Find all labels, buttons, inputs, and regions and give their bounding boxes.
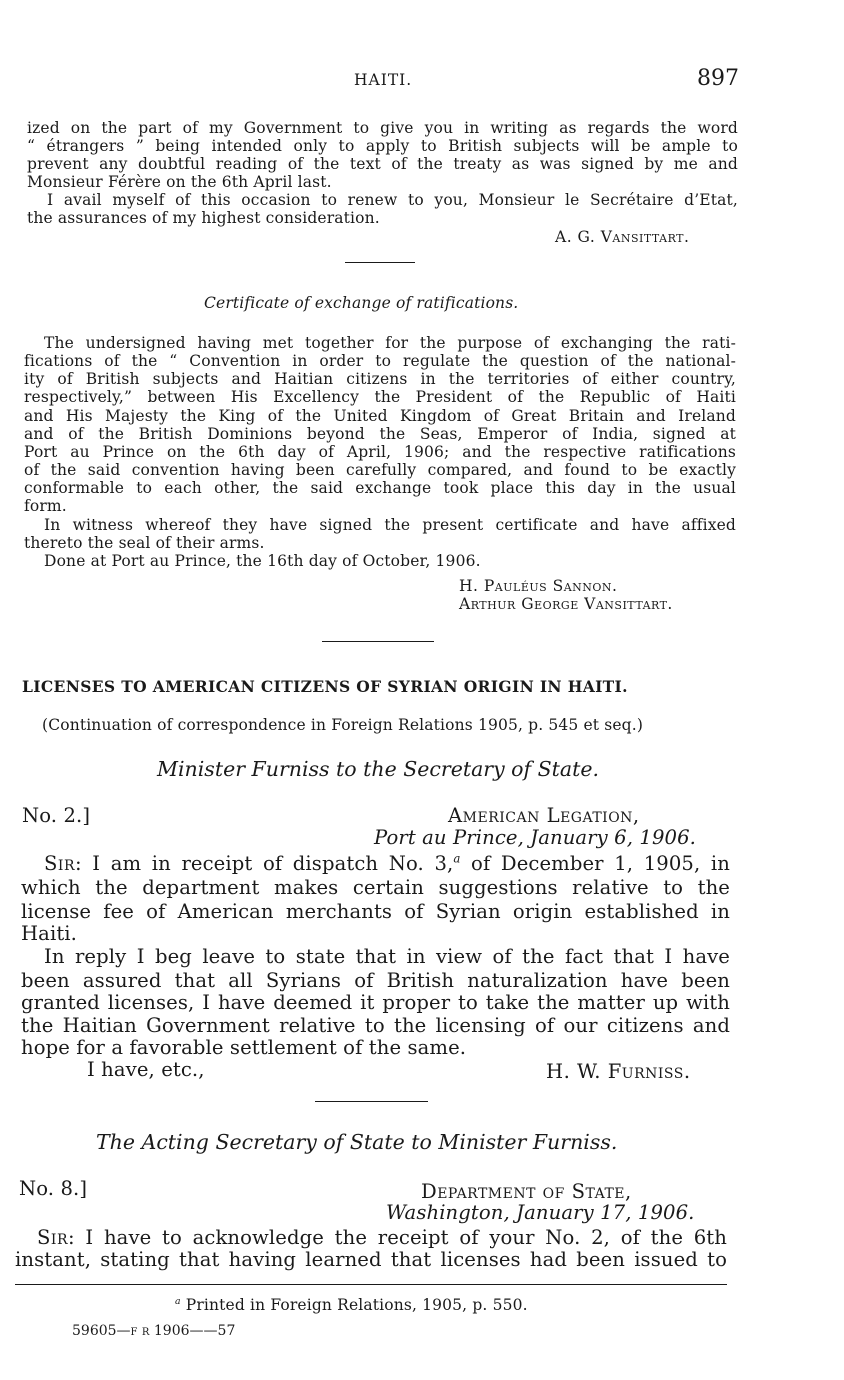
divider-rule	[345, 262, 415, 263]
section-title: LICENSES TO AMERICAN CITIZENS OF SYRIAN ORIGIN IN HAITI.	[22, 677, 628, 696]
certificate-line: ity of British subjects and Haitian citizens in the territories of either country,	[24, 370, 736, 388]
letter-closing: I have, etc.,	[87, 1058, 205, 1081]
letter-body-line: Sir: I am in receipt of dispatch No. 3,$^a$ of December 1, 1905, in	[44, 851, 730, 875]
certificate-line: thereto the seal of their arms.	[24, 534, 265, 552]
letter-text-line: I avail myself of this occasion to renew to you, Monsieur le Secrétaire d’Etat,	[47, 191, 738, 209]
letter-place-date: Port au Prince, January 6, 1906.	[374, 826, 696, 849]
certificate-line: The undersigned having met together for the purpose of exchanging the rati-	[44, 334, 736, 352]
footnote-text: Printed in Foreign Relations, 1905, p. 550.	[185, 1296, 528, 1314]
letter-body-line: license fee of American merchants of Syrian origin established in	[21, 900, 730, 923]
letter-body-line: In reply I beg leave to state that in view of the fact that I have	[44, 945, 730, 968]
letter-office: American Legation,	[448, 804, 640, 827]
letter-heading: The Acting Secretary of State to Minister Furniss.	[96, 1130, 618, 1154]
page-number: 897	[697, 66, 739, 91]
continuation-note: (Continuation of correspondence in Foreign Relations 1905, p. 545 et seq.)	[42, 716, 644, 734]
letter-place-date: Washington, January 17, 1906.	[386, 1201, 695, 1224]
letter-body-line: which the department makes certain suggestions relative to the	[21, 876, 730, 899]
certificate-line: fications of the “ Convention in order to regulate the question of the national-	[24, 352, 736, 370]
footnote-marker: a	[453, 851, 461, 866]
certificate-line: Port au Prince on the 6th day of April, 1906; and the respective ratifications	[24, 443, 736, 461]
letter-text-line: prevent any doubtful reading of the text of the treaty as was signed by me and	[27, 155, 738, 173]
divider-rule	[322, 641, 434, 642]
letter-body-line: Sir: I have to acknowledge the receipt of your No. 2, of the 6th	[37, 1226, 727, 1249]
letter-body-line: Haiti.	[21, 922, 78, 945]
letter-body-line: the Haitian Government relative to the licensing of our citizens and	[21, 1014, 730, 1037]
certificate-line: conformable to each other, the said exchange took place this day in the usual	[24, 479, 736, 497]
certificate-line: and of the British Dominions beyond the Seas, Emperor of India, signed at	[24, 425, 736, 443]
letter-body-line: instant, stating that having learned that licenses had been issued to	[15, 1248, 727, 1271]
letter-number: No. 8.]	[19, 1177, 88, 1200]
footnote-mark: a	[175, 1295, 181, 1307]
letter-text-line: “ étrangers ” being intended only to apply to British subjects will be ample to	[27, 137, 738, 155]
letter-office: Department of State,	[421, 1180, 632, 1203]
salutation: Sir	[44, 852, 75, 875]
footnote	[175, 1296, 528, 1314]
certificate-line: Done at Port au Prince, the 16th day of October, 1906.	[44, 552, 481, 570]
certificate-line: and His Majesty the King of the United Kingdom of Great Britain and Ireland	[24, 407, 736, 425]
print-mark: 59605—f r 1906——57	[72, 1323, 236, 1339]
signature-furniss: H. W. Furniss.	[546, 1060, 691, 1083]
letter-body-line: hope for a favorable settlement of the same.	[21, 1036, 467, 1059]
letter-body-line: granted licenses, I have deemed it proper to take the matter up with	[21, 991, 730, 1014]
salutation: Sir	[37, 1226, 68, 1249]
certificate-heading: Certificate of exchange of ratifications.	[204, 294, 519, 312]
signature-vansittart: A. G. Vansittart.	[555, 228, 690, 246]
letter-text-line: ized on the part of my Government to give you in writing as regards the word	[27, 119, 738, 137]
running-title: HAITI.	[354, 71, 413, 89]
letter-body-line: been assured that all Syrians of British naturalization have been	[21, 969, 730, 992]
certificate-line: respectively,” between His Excellency the President of the Republic of Haiti	[24, 388, 736, 406]
divider-rule	[315, 1101, 428, 1102]
letter-number: No. 2.]	[22, 804, 91, 827]
certificate-line: In witness whereof they have signed the present certificate and have affixed	[44, 516, 736, 534]
signature-arthur-george-vansittart: Arthur George Vansittart.	[459, 595, 673, 613]
certificate-line: form.	[24, 497, 67, 515]
letter-text-line: Monsieur Férère on the 6th April last.	[27, 173, 332, 191]
letter-text-line: the assurances of my highest consideration.	[27, 209, 380, 227]
certificate-line: of the said convention having been carefully compared, and found to be exactly	[24, 461, 736, 479]
signature-sannon: H. Pauléus Sannon.	[459, 577, 618, 595]
footnote-rule	[15, 1284, 727, 1285]
letter-heading: Minister Furniss to the Secretary of State.	[157, 757, 600, 781]
